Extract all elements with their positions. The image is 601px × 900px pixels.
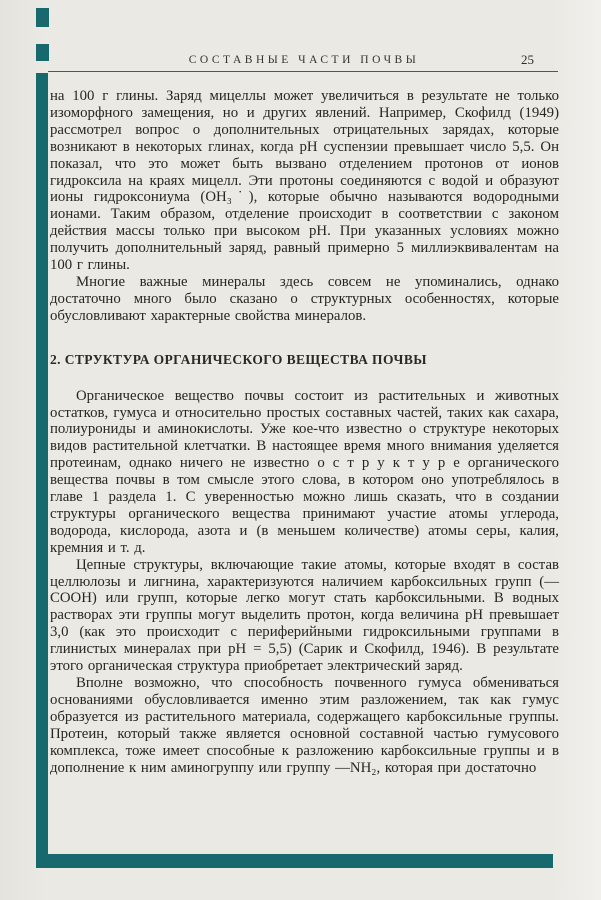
scan-artifact-left-strip — [36, 73, 48, 856]
paragraph: Многие важные минералы здесь совсем не упоминались, однако достаточно много было сказано о структурных особенностях, которые обусловливают характерные свойства минералов. — [50, 273, 559, 324]
running-header — [50, 54, 558, 66]
scan-artifact-square-second — [36, 44, 49, 61]
paragraph: Вполне возможно, что способность почвенного гумуса обмениваться основаниями обусловливается именно этим разложением, так как гумус образуется из растительного материала, содержащего карбоксильные группы. Протеин, который также является основной составной частью гумусового комплекса, тоже имеет способные к разложению карбоксильные группы и в дополнение к ним аминогруппу или группу —NH₂, которая при достаточно — [50, 675, 559, 776]
section-heading: 2. СТРУКТУРА ОРГАНИЧЕСКОГО ВЕЩЕСТВА ПОЧВЫ — [50, 351, 427, 367]
page-number: 25 — [521, 52, 534, 67]
scan-artifact-square-top — [36, 8, 49, 27]
header-rule — [48, 71, 558, 72]
page-text — [50, 88, 559, 776]
paragraph-continuation: на 100 г глины. Заряд мицеллы может увеличиться в результате не только изоморфного замещения, но и других явлений. Например, Скофилд (1949) рассмотрел вопрос о дополнительных отрицательных зарядах, которые возникают в некоторых глинах, когда pH суспензии превышает число 5,5. Он показал, что это может быть вызвано отделением протонов от ионов гидроксила на краях мицелл. Эти протоны соединяются с водой и образуют ионы гидроксониума (OH₃˙), которые обычно называются водородными ионами. Таким образом, отделение происходит в соответствии с законом действия массы только при высоком pH. При указанных условиях можно получить дополнительный заряд, равный примерно 5 миллиэквивалентам на 100 г глины. — [50, 88, 559, 274]
paragraph: Цепные структуры, включающие такие атомы, которые входят в состав целлюлозы и лигнина, характеризуются наличием карбоксильных групп (— COOH) или групп, которые легко могут стать карбоксильными. В водных растворах эти группы могут выделить протон, когда величина pH превышает 3,0 (как это происходит с периферийными гидроксильными группами в глинистых минералах при pH = 5,5) (Сарик и Скофилд, 1946). В результате этого органическая структура приобретает электрический заряд. — [50, 556, 559, 675]
paragraph: Органическое вещество почвы состоит из растительных и животных остатков, гумуса и относительно простых составных частей, таких как сахара, полиурониды и аминокислоты. Уже кое-что известно о структуре некоторых видов растительной клетчатки. В настоящее время много внимания уделяется протеинам, однако ничего не известно о с т р у к т у р е органического вещества почвы в том смысле этого слова, в котором оно употреблялось в главе 1 раздела 1. С уверенностью можно лишь сказать, что в создании структуры органического вещества принимают участие атомы углерода, водорода, кислорода, азота и (в меньшем количестве) атомы серы, калия, кремния и т. д. — [50, 387, 559, 556]
running-header-title: СОСТАВНЫЕ ЧАСТИ ПОЧВЫ — [188, 54, 420, 66]
scan-artifact-bottom-strip — [36, 854, 553, 868]
